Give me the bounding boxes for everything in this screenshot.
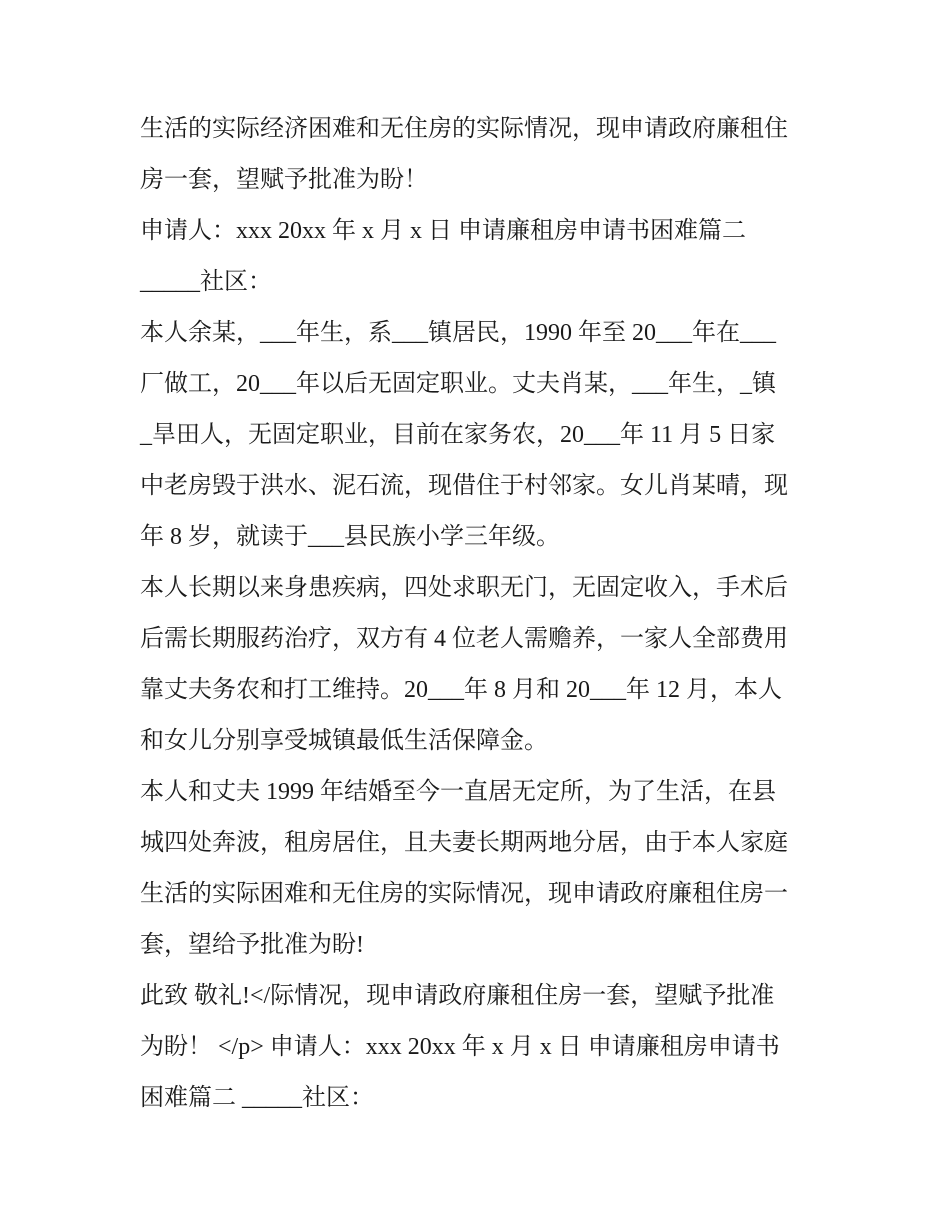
document-body [140,104,820,1124]
text-line: 和女儿分别享受城镇最低生活保障金。 [140,728,548,754]
text-line: 此致 敬礼!</际情况，现申请政府廉租住房一套，望赋予批准 [140,983,775,1009]
text-line: 房一套，望赋予批准为盼！ [140,167,428,193]
text-line: 年 8 岁，就读于___县民族小学三年级。 [140,524,560,550]
text-line: 城四处奔波，租房居住，且夫妻长期两地分居，由于本人家庭 [140,830,788,856]
text-line: _____社区： [140,269,272,295]
text-line: _旱田人，无固定职业，目前在家务农，20___年 11 月 5 日家 [140,422,776,448]
text-line: 本人长期以来身患疾病，四处求职无门，无固定收入，手术后 [140,575,788,601]
text-line: 后需长期服药治疗，双方有 4 位老人需赡养，一家人全部费用 [140,626,788,652]
text-line: 本人和丈夫 1999 年结婚至今一直居无定所，为了生活，在县 [140,779,776,805]
text-line: 为盼！ </p> 申请人：xxx 20xx 年 x 月 x 日 申请廉租房申请书 [140,1034,780,1060]
text-line: 生活的实际困难和无住房的实际情况，现申请政府廉租住房一 [140,881,788,907]
text-line: 靠丈夫务农和打工维持。20___年 8 月和 20___年 12 月，本人 [140,677,782,703]
text-line: 套，望给予批准为盼! [140,932,364,958]
text-line: 困难篇二 _____社区： [140,1085,374,1111]
text-line: 生活的实际经济困难和无住房的实际情况，现申请政府廉租住 [140,116,788,142]
text-line: 厂做工，20___年以后无固定职业。丈夫肖某，___年生，_镇 [140,371,776,397]
text-line: 本人余某，___年生，系___镇居民，1990 年至 20___年在___ [140,320,776,346]
text-line: 申请人：xxx 20xx 年 x 月 x 日 申请廉租房申请书困难篇二 [140,218,746,244]
text-line: 中老房毁于洪水、泥石流，现借住于村邻家。女儿肖某晴，现 [140,473,788,499]
